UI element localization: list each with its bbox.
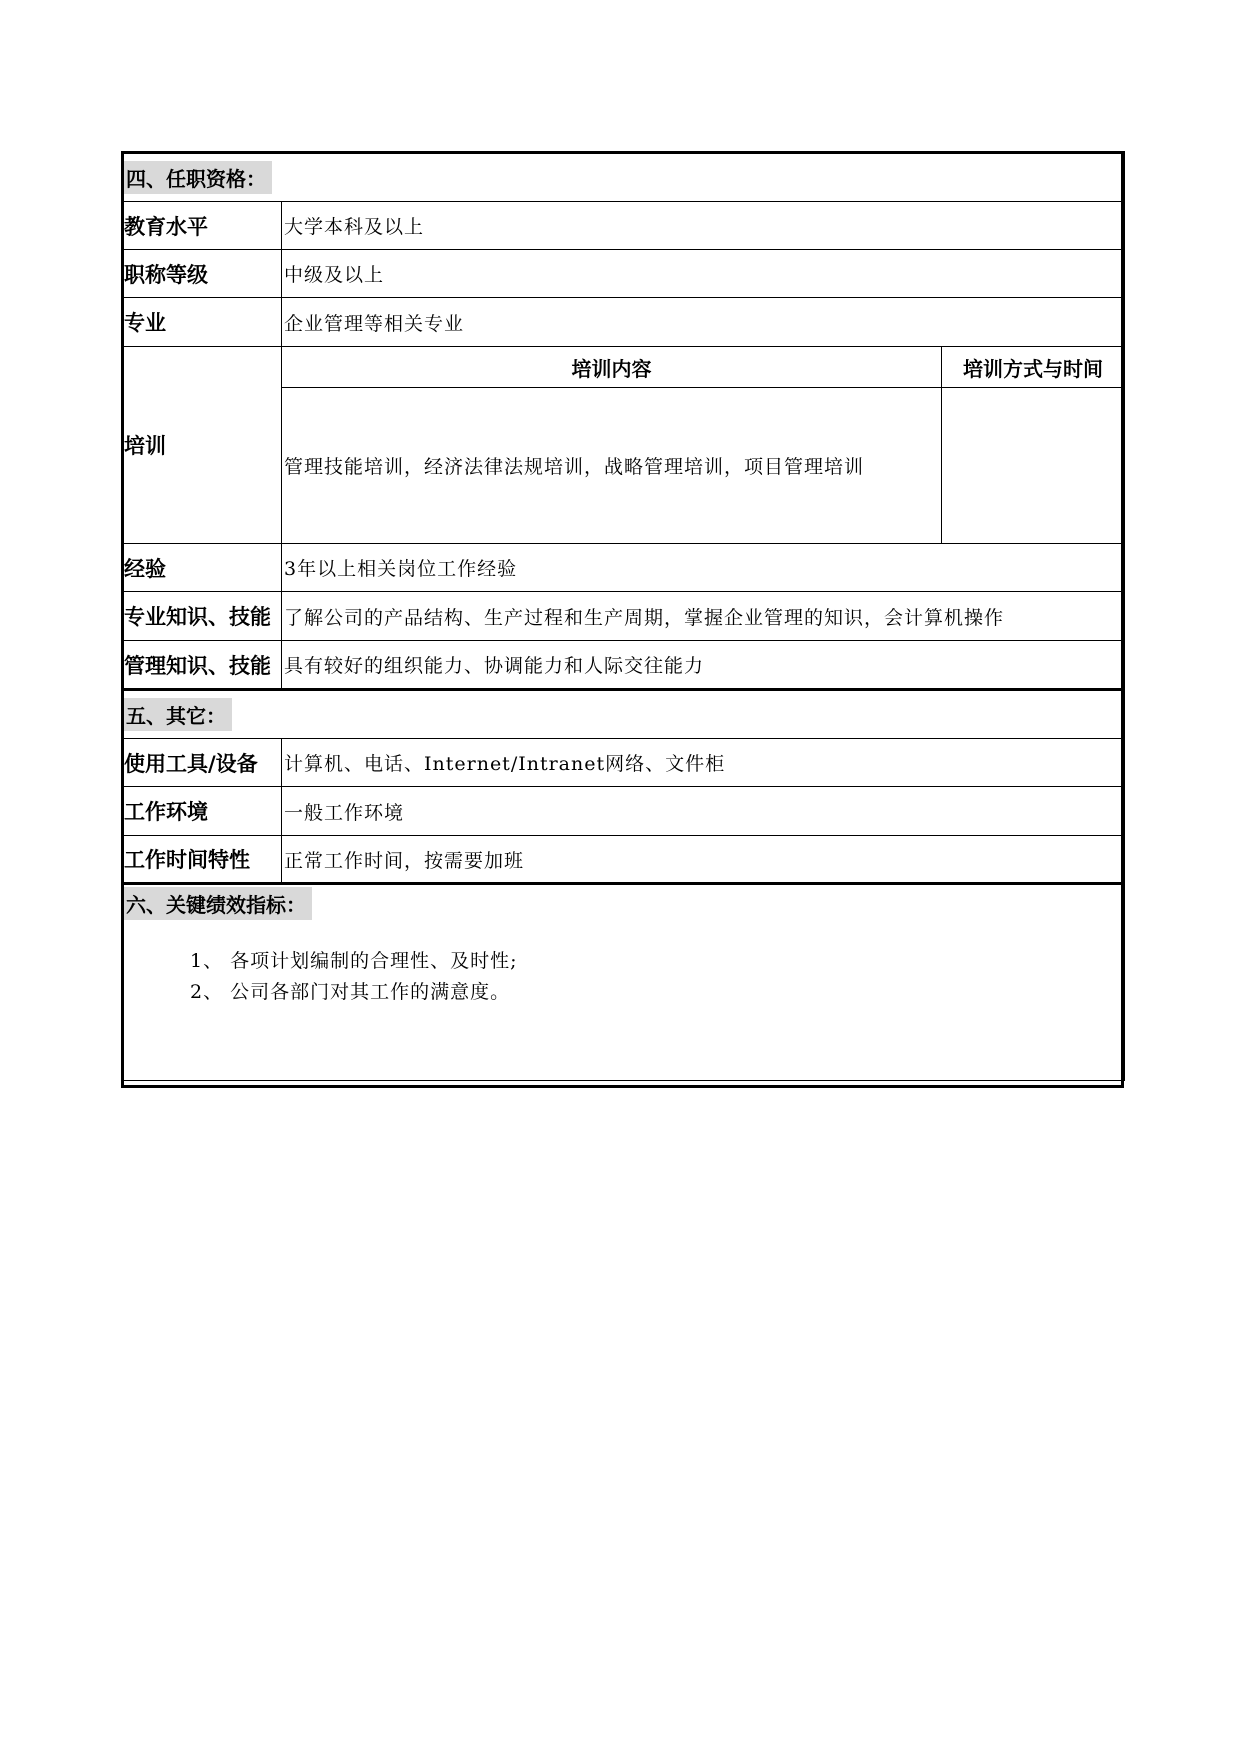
title-level-value: 中级及以上	[282, 250, 1125, 298]
major-value: 企业管理等相关专业	[282, 298, 1125, 347]
section-other-row	[122, 690, 1125, 739]
work-time-row	[122, 836, 1125, 884]
major-row	[122, 298, 1125, 347]
environment-row	[122, 787, 1125, 836]
training-method-header: 培训方式与时间	[942, 347, 1125, 388]
tools-row	[122, 739, 1125, 787]
tools-label: 使用工具/设备	[122, 739, 282, 787]
section-title-kpi: 六、关键绩效指标：	[124, 887, 312, 920]
title-level-label: 职称等级	[122, 250, 282, 298]
professional-skills-row	[122, 592, 1125, 641]
kpi-row	[122, 884, 1125, 1081]
professional-skills-value: 了解公司的产品结构、生产过程和生产周期，掌握企业管理的知识，会计算机操作	[282, 592, 1125, 641]
experience-row	[122, 544, 1125, 592]
training-label: 培训	[122, 347, 282, 544]
section-title-qualifications: 四、任职资格：	[124, 161, 272, 194]
training-content-header: 培训内容	[282, 347, 942, 388]
qualification-table	[121, 151, 1125, 1081]
section-title-other: 五、其它：	[124, 698, 232, 731]
job-description-sheet	[121, 151, 1124, 1081]
experience-label: 经验	[122, 544, 282, 592]
professional-skills-label: 专业知识、技能	[122, 592, 282, 641]
experience-value: 3年以上相关岗位工作经验	[282, 544, 1125, 592]
training-header-row	[122, 347, 1125, 388]
work-time-value: 正常工作时间，按需要加班	[282, 836, 1125, 884]
management-skills-row	[122, 641, 1125, 690]
environment-label: 工作环境	[122, 787, 282, 836]
section-qualifications-row	[122, 153, 1125, 202]
title-level-row	[122, 250, 1125, 298]
management-skills-label: 管理知识、技能	[122, 641, 282, 690]
training-content-value: 管理技能培训，经济法律法规培训，战略管理培训，项目管理培训	[282, 388, 942, 544]
education-value: 大学本科及以上	[282, 202, 1125, 250]
tools-value: 计算机、电话、Internet/Intranet网络、文件柜	[282, 739, 1125, 787]
education-row	[122, 202, 1125, 250]
kpi-item: 2、 公司各部门对其工作的满意度。	[190, 981, 511, 1003]
management-skills-value: 具有较好的组织能力、协调能力和人际交往能力	[282, 641, 1125, 690]
kpi-item: 1、 各项计划编制的合理性、及时性;	[190, 950, 518, 972]
work-time-label: 工作时间特性	[122, 836, 282, 884]
training-method-value	[942, 388, 1125, 544]
environment-value: 一般工作环境	[282, 787, 1125, 836]
major-label: 专业	[122, 298, 282, 347]
education-label: 教育水平	[122, 202, 282, 250]
kpi-list	[124, 946, 1122, 1008]
